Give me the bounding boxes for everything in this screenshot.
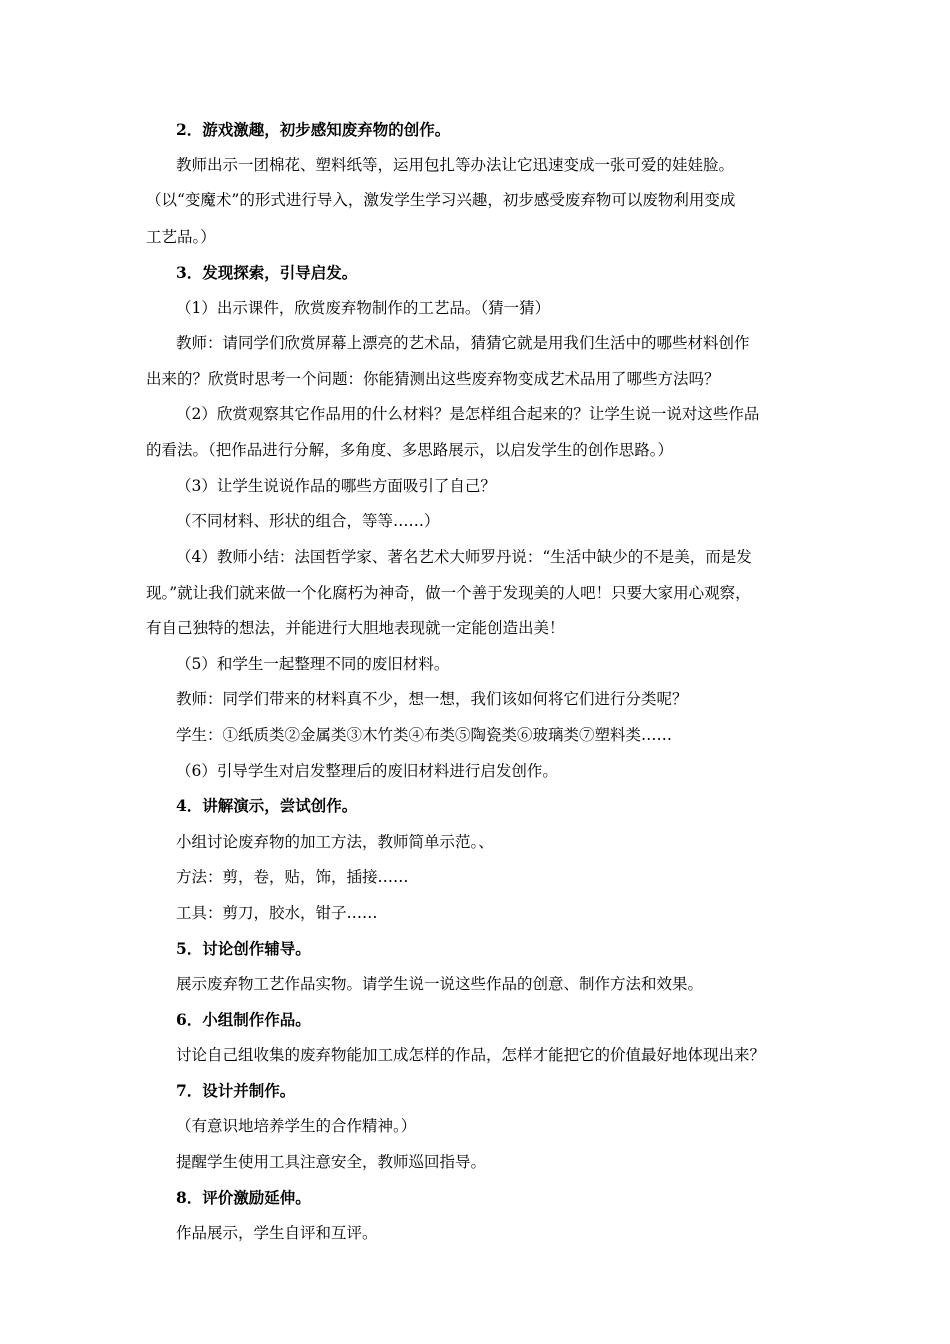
paragraph-line: （1）出示课件，欣赏废弃物制作的工艺品。（猜一猜）	[176, 299, 551, 317]
paragraph-line: 方法：剪，卷，贴，饰，插接……	[176, 868, 409, 886]
paragraph-line: （以“变魔术”的形式进行导入，激发学生学习兴趣，初步感受废弃物可以废物利用变成	[146, 191, 736, 209]
paragraph-line: 教师出示一团棉花、塑料纸等，运用包扎等办法让它迅速变成一张可爱的娃娃脸。	[176, 156, 735, 174]
paragraph-line: （2）欣赏观察其它作品用的什么材料？是怎样组合起来的？让学生说一说对这些作品	[176, 405, 760, 423]
paragraph-line: （4）教师小结：法国哲学家、著名艺术大师罗丹说：“生活中缺少的不是美，而是发	[176, 548, 752, 566]
paragraph-line: 的看法。（把作品进行分解，多角度、多思路展示，以启发学生的创作思路。）	[146, 441, 674, 459]
heading-step-5: 5．讨论创作辅导。	[176, 939, 311, 958]
heading-step-7: 7．设计并制作。	[176, 1081, 296, 1100]
heading-step-8: 8．评价激励延伸。	[176, 1188, 311, 1207]
paragraph-line: 有自己独特的想法，并能进行大胆地表现就一定能创造出美！	[146, 619, 565, 637]
paragraph-line: （6）引导学生对启发整理后的废旧材料进行启发创作。	[176, 762, 558, 780]
paragraph-line: （不同材料、形状的组合，等等……）	[176, 512, 440, 530]
paragraph-line: 学生：①纸质类②金属类③木竹类④布类⑤陶瓷类⑥玻璃类⑦塑料类……	[176, 726, 673, 744]
paragraph-line: （3）让学生说说作品的哪些方面吸引了自己？	[176, 477, 496, 495]
heading-step-4: 4．讲解演示，尝试创作。	[176, 796, 358, 815]
paragraph-line: 作品展示，学生自评和互评。	[176, 1224, 378, 1242]
paragraph-line: 现。”就让我们就来做一个化腐朽为神奇，做一个善于发现美的人吧！只要大家用心观察，	[146, 584, 751, 602]
heading-step-2: 2．游戏激趣，初步感知废弃物的创作。	[176, 120, 451, 139]
paragraph-line: 出来的？欣赏时思考一个问题：你能猜测出这些废弃物变成艺术品用了哪些方法吗？	[146, 370, 720, 388]
paragraph-line: 小组讨论废弃物的加工方法，教师简单示范。、	[176, 833, 494, 851]
paragraph-line: 展示废弃物工艺作品实物。请学生说一说这些作品的创意、制作方法和效果。	[176, 975, 704, 993]
paragraph-line: 工艺品。）	[146, 228, 216, 246]
paragraph-line: 工具：剪刀，胶水，钳子……	[176, 904, 378, 922]
heading-step-3: 3．发现探索，引导启发。	[176, 263, 358, 282]
paragraph-line: 教师：同学们带来的材料真不少，想一想，我们该如何将它们进行分类呢？	[176, 690, 688, 708]
paragraph-line: （5）和学生一起整理不同的废旧材料。	[176, 655, 450, 673]
paragraph-line: 教师：请同学们欣赏屏幕上漂亮的艺术品，猜猜它就是用我们生活中的哪些材料创作	[176, 334, 750, 352]
heading-step-6: 6．小组制作作品。	[176, 1010, 311, 1029]
paragraph-line: 提醒学生使用工具注意安全，教师巡回指导。	[176, 1153, 487, 1171]
paragraph-line: （有意识地培养学生的合作精神。）	[176, 1117, 417, 1135]
paragraph-line: 讨论自己组收集的废弃物能加工成怎样的作品，怎样才能把它的价值最好地体现出来？	[176, 1046, 766, 1064]
